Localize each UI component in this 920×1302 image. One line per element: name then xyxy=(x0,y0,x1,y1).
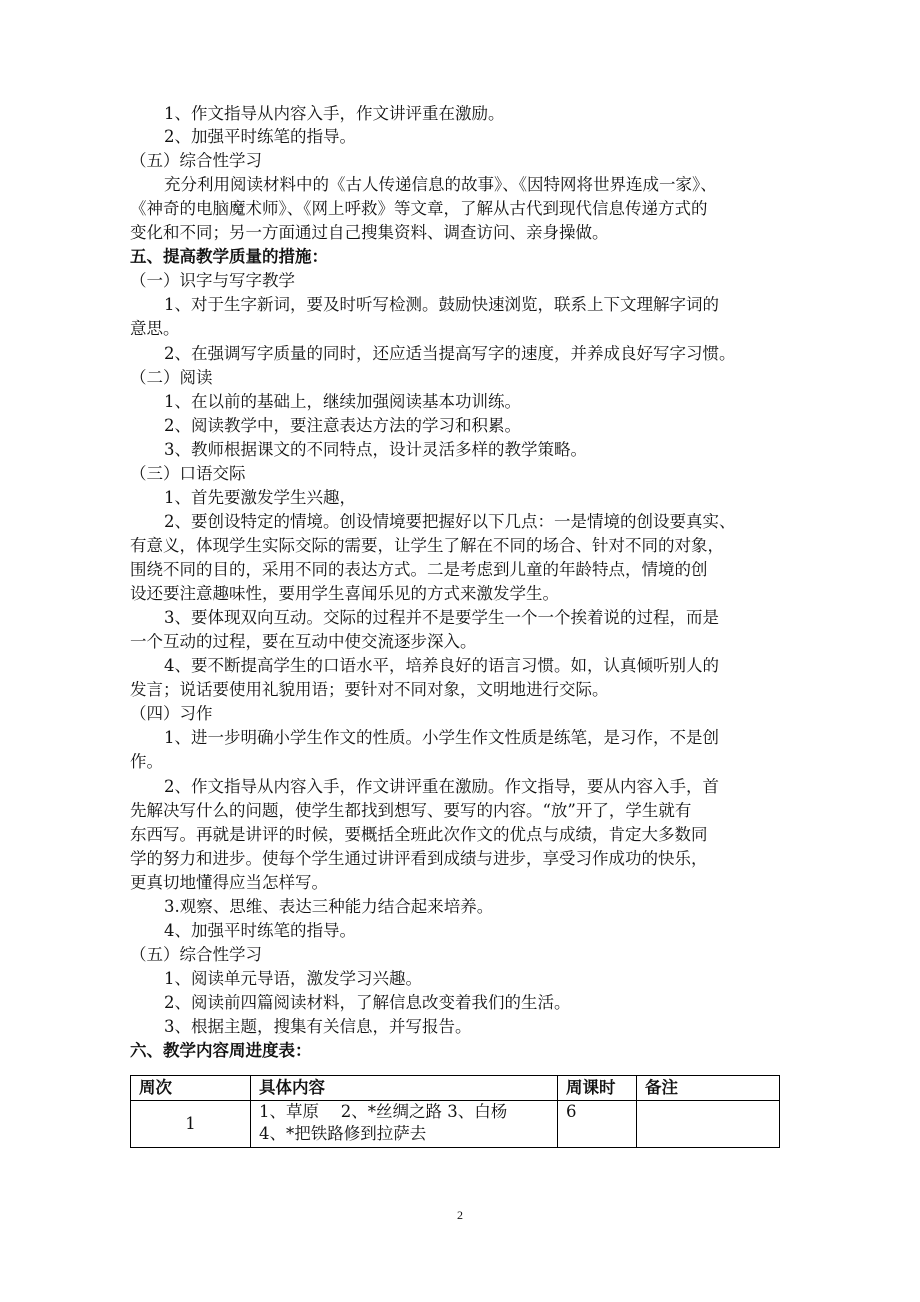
text-line: （五）综合性学习 xyxy=(130,945,262,964)
text-line: 1、对于生字新词，要及时听写检测。鼓励快速浏览，联系上下文理解字词的 xyxy=(164,295,719,314)
header-content: 具体内容 xyxy=(251,1076,558,1101)
header-week: 周次 xyxy=(131,1076,251,1101)
text-line: 2、要创设特定的情境。创设情境要把握好以下几点：一是情境的创设要真实、 xyxy=(164,512,736,531)
text-line: 3.观察、思维、表达三种能力结合起来培养。 xyxy=(164,897,494,916)
text-line: 3、根据主题，搜集有关信息，并写报告。 xyxy=(164,1017,472,1036)
text-line: 更真切地懂得应当怎样写。 xyxy=(130,873,328,892)
cell-week: 1 xyxy=(131,1101,251,1148)
text-line: 发言；说话要使用礼貌用语；要针对不同对象，文明地进行交际。 xyxy=(130,680,609,699)
text-line: 东西写。再就是讲评的时候，要概括全班此次作文的优点与成绩，肯定大多数同 xyxy=(130,825,708,844)
text-line: 2、加强平时练笔的指导。 xyxy=(164,127,356,146)
text-line: 作。 xyxy=(130,752,163,771)
text-line: 意思。 xyxy=(130,319,180,338)
section-heading: 六、教学内容周进度表： xyxy=(130,1041,312,1060)
text-line: （二）阅读 xyxy=(130,368,213,387)
text-line: 2、阅读前四篇阅读材料，了解信息改变着我们的生活。 xyxy=(164,993,571,1012)
text-line: （三）口语交际 xyxy=(130,464,246,483)
text-line: 1、在以前的基础上，继续加强阅读基本功训练。 xyxy=(164,392,521,411)
text-line: 一个互动的过程，要在互动中使交流逐步深入。 xyxy=(130,632,477,651)
text-line: 设还要注意趣味性，要用学生喜闻乐见的方式来激发学生。 xyxy=(130,584,559,603)
cell-content-line: 4、*把铁路修到拉萨去 xyxy=(259,1124,427,1143)
text-line: （五）综合性学习 xyxy=(130,151,262,170)
text-line: 4、要不断提高学生的口语水平，培养良好的语言习惯。如，认真倾听别人的 xyxy=(164,656,719,675)
text-line: 1、阅读单元导语，激发学习兴趣。 xyxy=(164,969,422,988)
cell-note xyxy=(637,1101,780,1148)
text-line: 先解决写什么的问题，使学生都找到想写、要写的内容。“放”开了，学生就有 xyxy=(130,801,692,820)
text-line: 围绕不同的目的，采用不同的表达方式。二是考虑到儿童的年龄特点，情境的创 xyxy=(130,560,708,579)
text-line: 1、进一步明确小学生作文的性质。小学生作文性质是练笔，是习作，不是创 xyxy=(164,728,719,747)
text-line: （四）习作 xyxy=(130,704,213,723)
text-line: 3、要体现双向互动。交际的过程并不是要学生一个一个挨着说的过程，而是 xyxy=(164,608,719,627)
text-line: 2、在强调写字质量的同时，还应适当提高写字的速度，并养成良好写字习惯。 xyxy=(164,344,736,363)
header-hours: 周课时 xyxy=(558,1076,637,1101)
table-row xyxy=(131,1101,780,1148)
text-line: 2、作文指导从内容入手，作文讲评重在激励。作文指导，要从内容入手，首 xyxy=(164,777,719,796)
text-line: 充分利用阅读材料中的《古人传递信息的故事》、《因特网将世界连成一家》、 xyxy=(164,175,717,194)
section-heading: 五、提高教学质量的措施： xyxy=(130,247,328,266)
text-line: 2、阅读教学中，要注意表达方法的学习和积累。 xyxy=(164,416,521,435)
text-line: 1、首先要激发学生兴趣， xyxy=(164,488,356,507)
table-header-row xyxy=(131,1076,780,1101)
page-number: 2 xyxy=(457,1208,463,1222)
text-line: 4、加强平时练笔的指导。 xyxy=(164,921,356,940)
cell-content-line: 1、草原 2、*丝绸之路 3、白杨 xyxy=(259,1102,508,1121)
cell-content xyxy=(251,1101,558,1148)
text-line: 3、教师根据课文的不同特点，设计灵活多样的教学策略。 xyxy=(164,440,587,459)
text-line: 《神奇的电脑魔术师》、《网上呼救》等文章，了解从古代到现代信息传递方式的 xyxy=(130,199,708,218)
cell-hours: 6 xyxy=(558,1101,637,1148)
schedule-table xyxy=(130,1075,780,1148)
text-line: 变化和不同；另一方面通过自己搜集资料、调查访问、亲身操做。 xyxy=(130,223,609,242)
text-line: 学的努力和进步。使每个学生通过讲评看到成绩与进步，享受习作成功的快乐， xyxy=(130,849,708,868)
header-note: 备注 xyxy=(637,1076,780,1101)
text-line: （一）识字与写字教学 xyxy=(130,271,295,290)
text-line: 有意义，体现学生实际交际的需要，让学生了解在不同的场合、针对不同的对象， xyxy=(130,536,724,555)
text-line: 1、作文指导从内容入手，作文讲评重在激励。 xyxy=(164,104,505,123)
